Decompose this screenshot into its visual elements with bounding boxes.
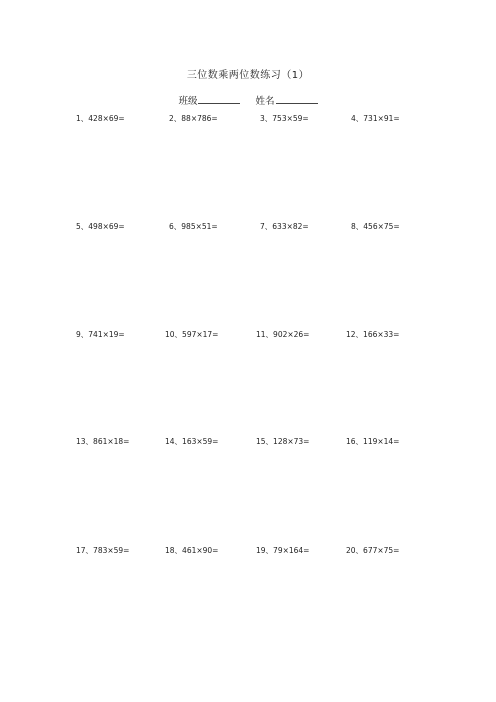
problem-17: 17、783×59= (76, 546, 130, 555)
problem-19: 19、79×164= (256, 546, 310, 555)
problem-2: 2、88×786= (169, 114, 218, 123)
problem-4: 4、731×91= (351, 114, 400, 123)
problem-11: 11、902×26= (256, 330, 310, 339)
problem-1: 1、428×69= (76, 114, 125, 123)
problem-5: 5、498×69= (76, 222, 125, 231)
problem-8: 8、456×75= (351, 222, 400, 231)
problem-7: 7、633×82= (260, 222, 309, 231)
problem-12: 12、166×33= (346, 330, 400, 339)
problem-14: 14、163×59= (165, 437, 219, 446)
name-label: 姓名 (255, 96, 275, 107)
problem-20: 20、677×75= (346, 546, 400, 555)
problem-6: 6、985×51= (169, 222, 218, 231)
problem-9: 9、741×19= (76, 330, 125, 339)
problem-18: 18、461×90= (165, 546, 219, 555)
problem-16: 16、119×14= (346, 437, 400, 446)
problem-15: 15、128×73= (256, 437, 310, 446)
worksheet-title: 三位数乘两位数练习（1） (186, 70, 310, 81)
class-label: 班级 (178, 96, 198, 107)
problem-13: 13、861×18= (76, 437, 130, 446)
problem-3: 3、753×59= (260, 114, 309, 123)
problem-10: 10、597×17= (165, 330, 219, 339)
